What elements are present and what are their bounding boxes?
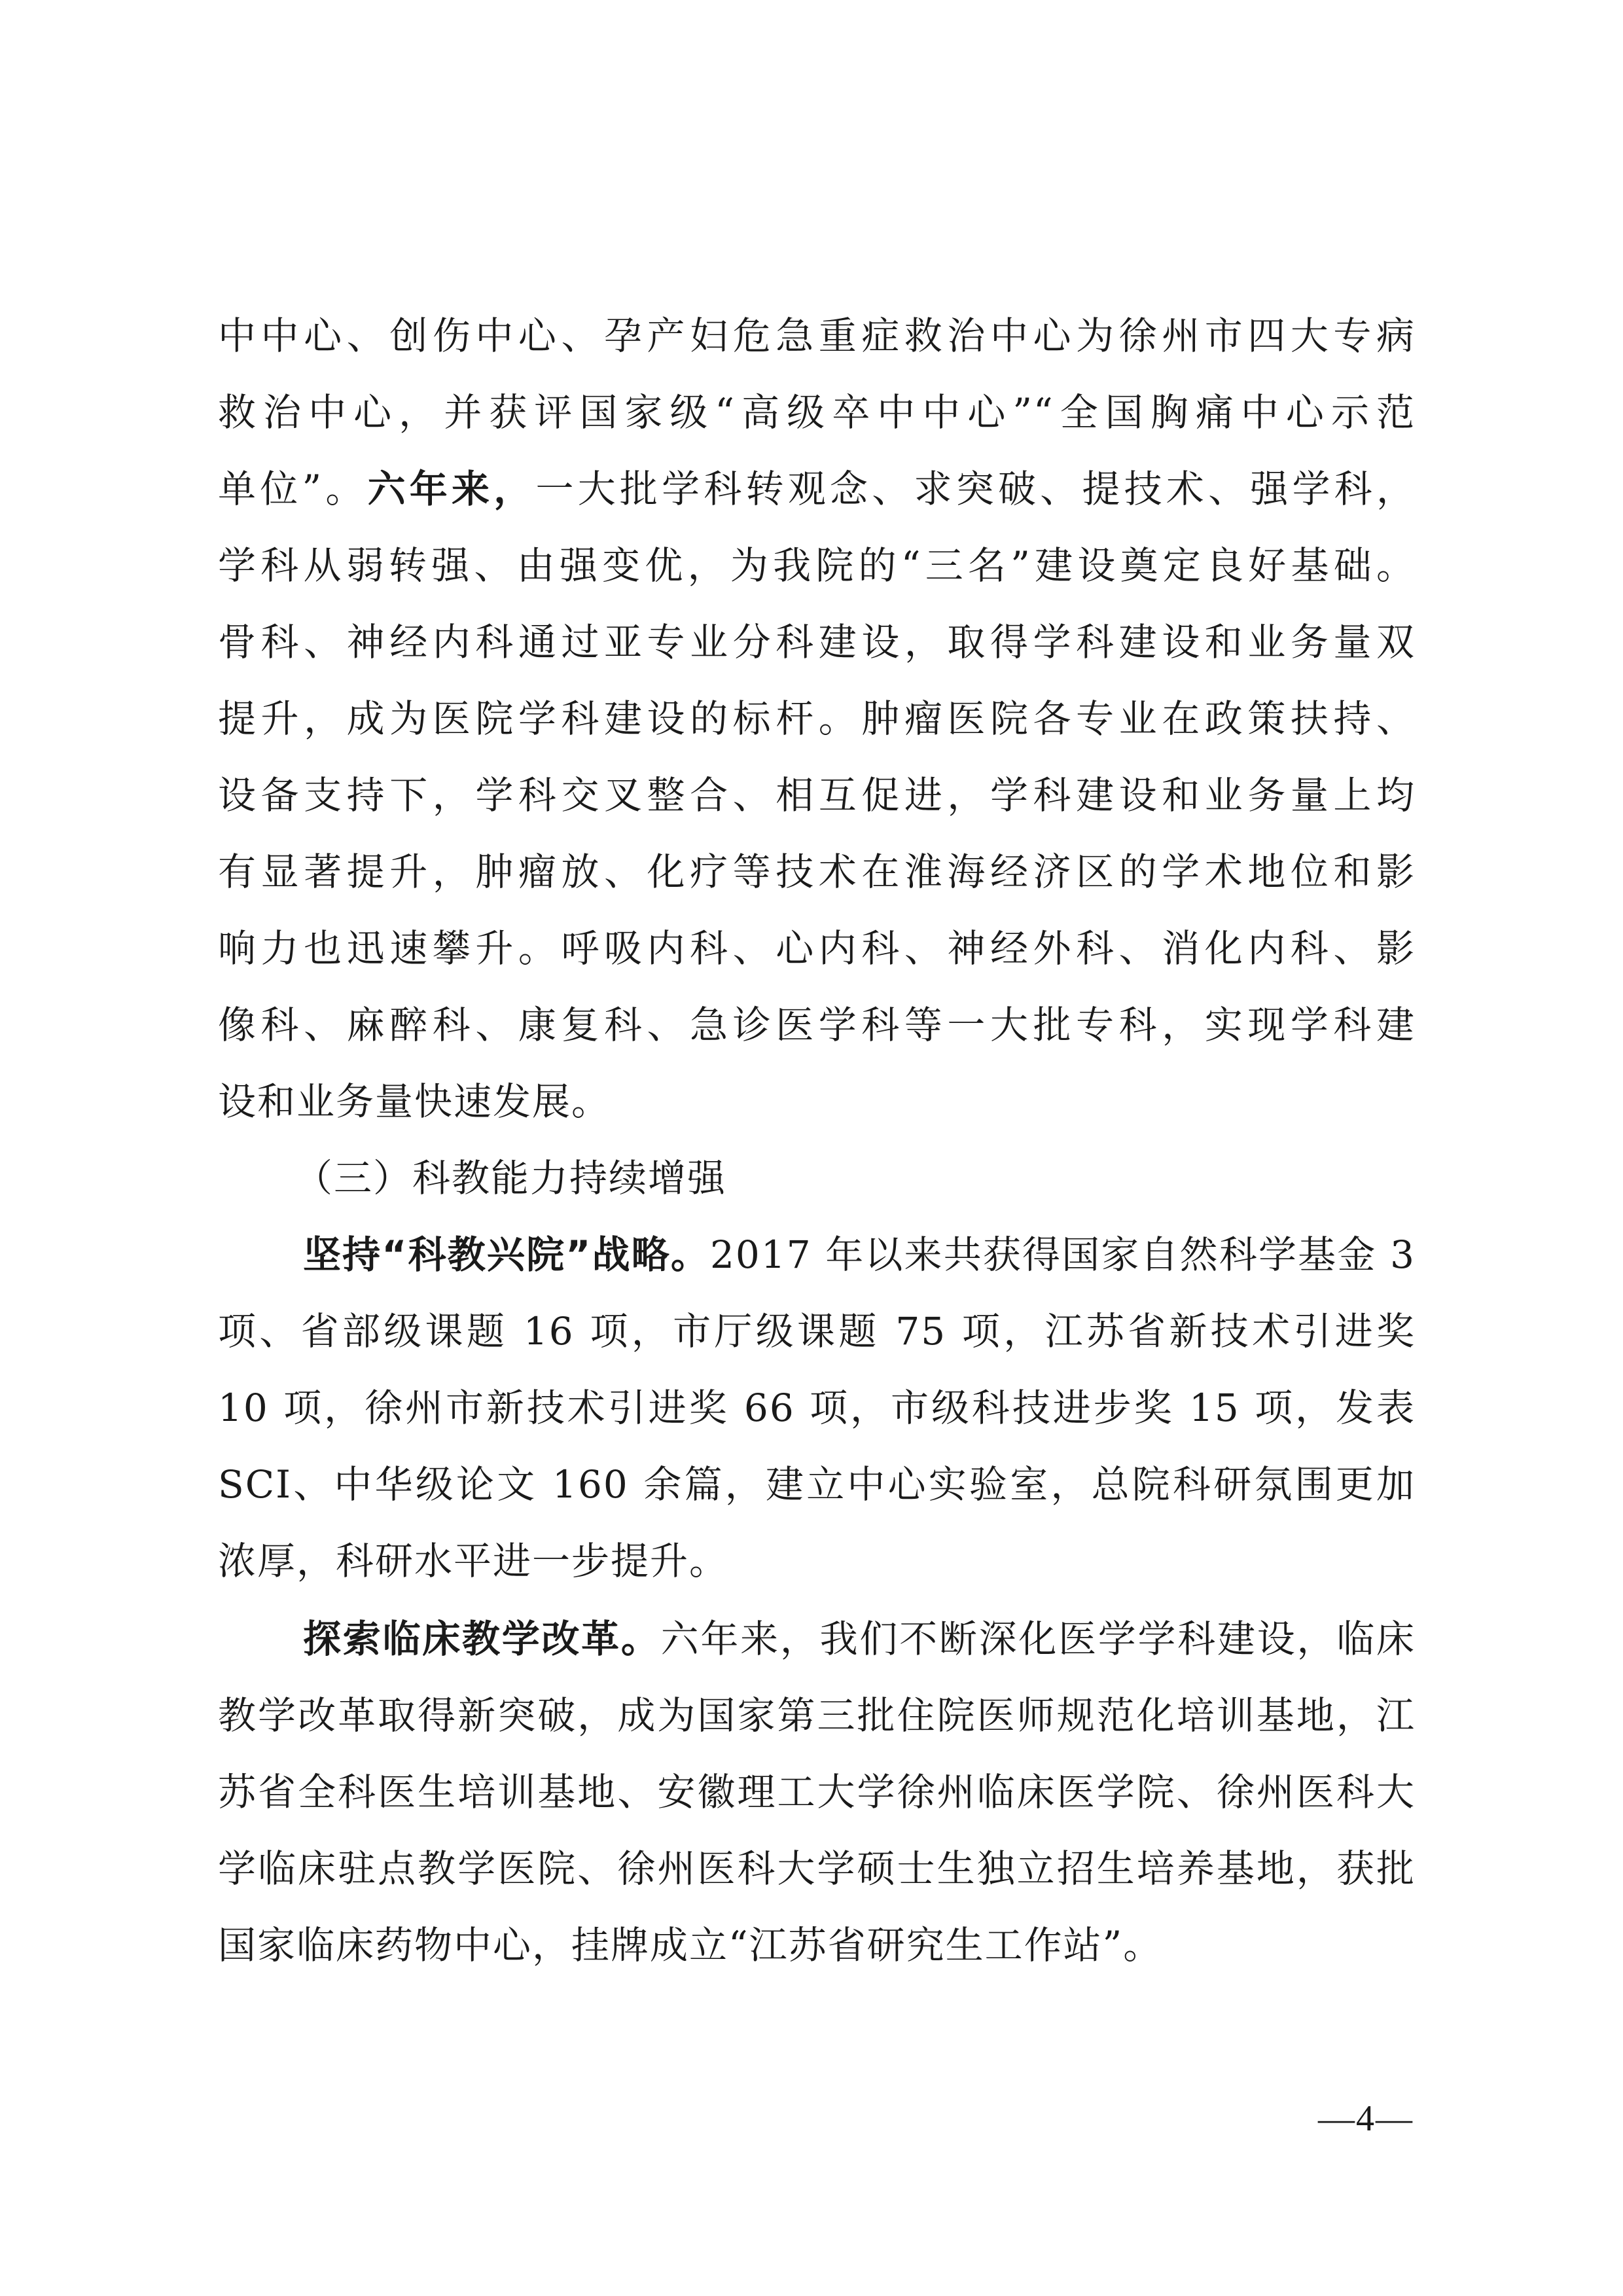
page-number: —4— <box>1318 2098 1414 2139</box>
text-line: 救治中心，并获评国家级“高级卒中中心”“全国胸痛中心示范 <box>218 390 1416 435</box>
text-line: 有显著提升，肿瘤放、化疗等技术在淮海经济区的学术地位和影 <box>218 850 1416 894</box>
bold-lead: 六年来， <box>367 467 536 511</box>
text-segment: 单位”。 <box>218 467 368 511</box>
paragraph-body: 六年来，我们不断深化医学学科建设，临床教学改革取得新突破，成为国家第三批住院医师规范化培训基地，江苏省全科医生培训基地、安徽理工大学徐州临床医学院、徐州医科大学临床驻点教学医院、徐州医科大学硕士生独立招生培养基地，获批国家临床药物中心，挂牌成立“江苏省研究生工作站”。 <box>218 1617 1416 1967</box>
paragraph-lead: 探索临床教学改革。 <box>303 1617 661 1661</box>
text-line: 中中心、创伤中心、孕产妇危急重症救治中心为徐州市四大专病 <box>218 314 1416 358</box>
paragraph-teaching <box>218 1601 1416 1984</box>
text-line: 设和业务量快速发展。 <box>218 1079 611 1124</box>
text-line-mixed <box>218 451 1416 528</box>
text-line: 响力也迅速攀升。呼吸内科、心内科、神经外科、消化内科、影 <box>218 926 1416 971</box>
text-line: 像科、麻醉科、康复科、急诊医学科等一大批专科，实现学科建 <box>218 1003 1416 1047</box>
paragraph-body: 2017 年以来共获得国家自然科学基金 3 项、省部级课题 16 项，市厅级课题 75 项，江苏省新技术引进奖 10 项，徐州市新技术引进奖 66 项，市级科技进步奖 15 项，发表 SCI、中华级论文 160 余篇，建立中心实验室，总院科研氛围更加浓厚，科研水平进一步提升。 <box>218 1232 1416 1583</box>
text-line: 学科从弱转强、由强变优，为我院的“三名”建设奠定良好基础。 <box>218 543 1416 588</box>
text-line: 提升，成为医院学科建设的标杆。肿瘤医院各专业在政策扶持、 <box>218 696 1416 741</box>
section-heading: （三）科教能力持续增强 <box>294 1156 727 1200</box>
text-line: 骨科、神经内科通过亚专业分科建设，取得学科建设和业务量双 <box>218 620 1416 664</box>
paragraph-lead: 坚持“科教兴院”战略。 <box>303 1232 711 1277</box>
paragraph-research <box>218 1217 1416 1600</box>
text-segment: 一大批学科转观念、求突破、提技术、强学科， <box>535 467 1416 511</box>
text-line: 设备支持下，学科交叉整合、相互促进，学科建设和业务量上均 <box>218 773 1416 817</box>
